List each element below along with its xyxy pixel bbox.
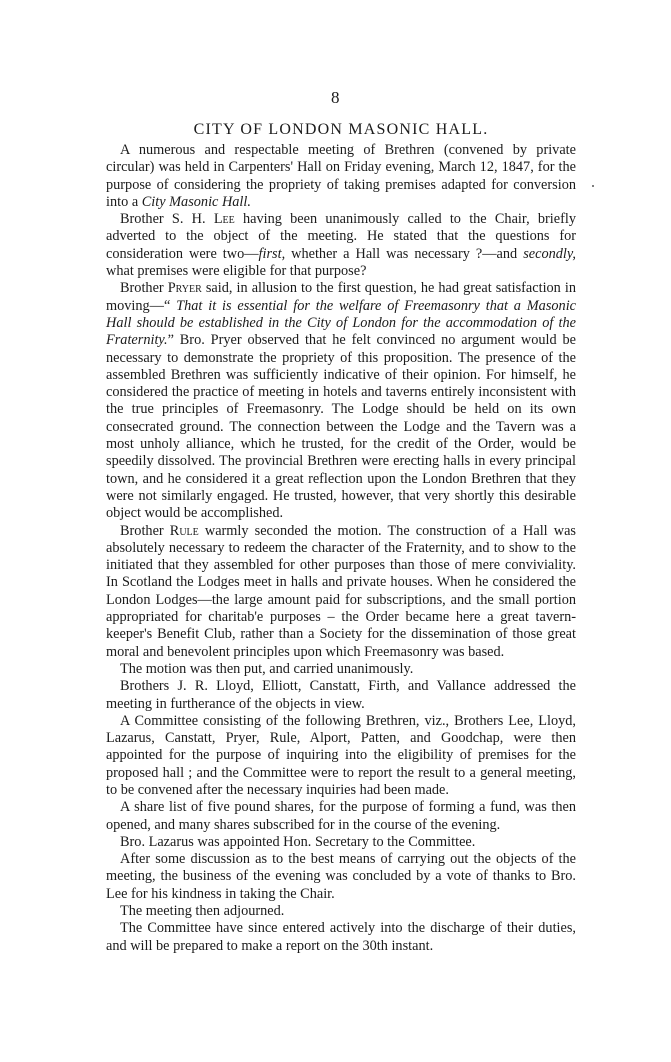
article-body: [106, 142, 576, 955]
text-run: Brothers J. R. Lloyd, Elliott, Canstatt, Firth, and Vallance addressed the meeting in furtherance of the objects in view.: [106, 678, 576, 712]
italic-run: first,: [258, 245, 286, 262]
text-run: The Committee have since entered actively into the discharge of their duties, and will be prepared to make a report on the 30th instant.: [106, 920, 576, 954]
text-run: The meeting then adjourned.: [120, 903, 285, 920]
text-run: whether a Hall was necessary ?—and: [285, 245, 524, 262]
text-run: said, in allusion to the first question, he had great satisfaction in moving—“: [106, 280, 577, 314]
text-run: The motion was then put, and carried unanimously.: [120, 660, 414, 677]
margin-speck: [592, 185, 594, 187]
small-caps-name: Rule: [169, 522, 199, 539]
paragraph: [106, 280, 576, 522]
text-run: warmly seconded the motion. The construction of a Hall was absolutely necessary to redeem the character of the Fraternity, and to show to the initiated that they assembled for other purposes than those of mere conviviality. In Scotland the Lodges meet in halls and private houses. When he considered the London Lodges—the large amount paid for subscriptions, and the small portion appropriated for charitab'e purposes – the Order became here a great tavern-keeper's Benefit Club, rather than a Society for the dissemination of those great moral and benevolent principles upon which Freemasonry was based.: [106, 522, 576, 660]
paragraph: [106, 920, 576, 955]
text-run: ” Bro. Pryer observed that he felt convinced no argument would be necessary to demonstrate the propriety of this proposition. The presence of the assembled Brethren was sufficiently indicative of their opinion. For himself, he considered the practice of meeting in hotels and taverns entirely inconsistent with the true principles of Freemasonry. The Lodge should be held on its own consecrated ground. The connection between the Lodge and the Tavern was a most unholy alliance, which he trusted, for the credit of the Order, would be speedily dissolved. The provincial Brethren were erecting halls in every principal town, and he considered it a great reflection upon the London Brethren that they were not similarly engaged. He trusted, however, that very shortly this desirable object would be accomplished.: [106, 332, 576, 522]
text-run: having been unanimously called to the Chair, briefly adverted to the object of the meeting. He stated that the questions for consideration were two—: [106, 211, 576, 262]
text-run: A Committee consisting of the following Brethren, viz., Brothers Lee, Lloyd, Lazarus, Canstatt, Pryer, Rule, Alport, Patten, and Goodchap, were then appointed for the purpose of inquiring into the eligibility of premises for the proposed hall ; and the Committee were to report the result to a general meeting, to be convened after the necessary inquiries had been made.: [106, 712, 576, 798]
paragraph: [106, 678, 576, 713]
paragraph: [106, 523, 576, 661]
text-run: Brother S. H.: [120, 211, 214, 228]
page-title: CITY OF LONDON MASONIC HALL.: [193, 121, 489, 138]
paragraph: [106, 799, 576, 834]
paragraph: [106, 661, 576, 678]
text-run: Brother: [120, 522, 170, 539]
paragraph: [106, 834, 576, 851]
italic-run: City Masonic Hall.: [141, 193, 251, 210]
paragraph: [106, 713, 576, 799]
paragraph: [106, 142, 576, 211]
small-caps-name: Pryer: [167, 280, 202, 297]
text-run: what premises were eligible for that purpose?: [106, 263, 367, 280]
text-run: A numerous and respectable meeting of Brethren (convened by private circular) was held in Carpenters' Hall on Friday evening, March 12, 1847, for the purpose of considering the propriety of taking premises adapted for conversion into a: [106, 142, 576, 210]
italic-run: That it is essential for the welfare of Freemasonry that a Masonic Hall should be established in the City of London for the accommodation of the Fraternity.: [106, 297, 577, 349]
text-run: Brother: [120, 280, 168, 297]
text-run: A share list of five pound shares, for the purpose of forming a fund, was then opened, and many shares subscribed for in the course of the evening.: [106, 799, 576, 833]
small-caps-name: Lee: [213, 211, 235, 228]
paragraph: [106, 903, 576, 920]
text-run: Bro. Lazarus was appointed Hon. Secretary to the Committee.: [120, 833, 476, 850]
text-run: After some discussion as to the best means of carrying out the objects of the meeting, the business of the evening was concluded by a vote of thanks to Bro. Lee for his kindness in taking the Chair.: [106, 851, 576, 902]
paragraph: [106, 851, 576, 903]
page-number: 8: [331, 88, 340, 107]
italic-run: secondly,: [523, 245, 576, 262]
paragraph: [106, 211, 576, 280]
